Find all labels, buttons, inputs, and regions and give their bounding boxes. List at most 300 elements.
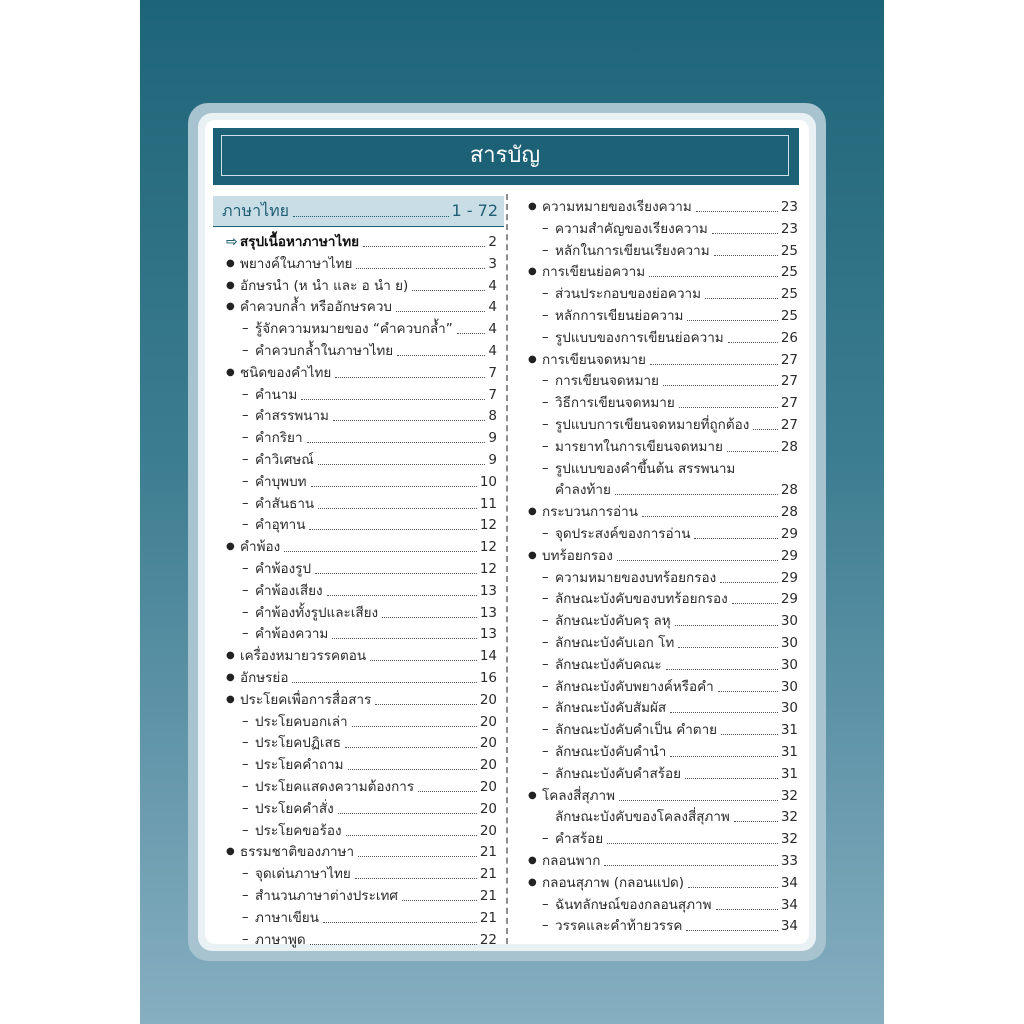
toc-entry[interactable]: [555, 243, 798, 259]
leader-dots: [649, 276, 778, 277]
toc-entry-page: 32: [780, 831, 798, 848]
toc-entry-page: 20: [479, 779, 497, 795]
bullet-icon: ●: [226, 541, 235, 553]
toc-entry[interactable]: [555, 308, 798, 324]
dash-icon: –: [242, 517, 249, 533]
toc-entry-page: 8: [488, 408, 497, 425]
toc-entry-label: พยางค์ในภาษาไทย: [240, 255, 353, 272]
leader-dots: [396, 311, 485, 312]
toc-entry-label: ลักษณะบังคับคณะ: [555, 656, 662, 673]
bullet-icon: ●: [226, 257, 235, 269]
toc-entry-label: อักษรย่อ: [240, 670, 289, 686]
toc-entry-label: คำพ้องรูป: [255, 561, 312, 577]
toc-entry-page: 4: [488, 321, 497, 338]
dash-icon: –: [542, 395, 549, 411]
toc-entry[interactable]: [555, 897, 798, 913]
toc-entry[interactable]: [255, 866, 497, 882]
toc-entry[interactable]: [255, 408, 497, 424]
leader-dots: [688, 887, 778, 888]
dash-icon: –: [542, 831, 549, 847]
toc-entry-label: การเขียนจดหมาย: [555, 373, 659, 390]
leader-dots: [721, 734, 778, 735]
leader-dots: [728, 342, 778, 343]
toc-entry-page: 3: [488, 255, 497, 272]
toc-entry[interactable]: [255, 605, 497, 621]
toc-entry-page: 27: [780, 417, 798, 433]
dash-icon: –: [242, 321, 249, 337]
bullet-icon: ●: [528, 789, 537, 801]
leader-dots: [732, 603, 778, 604]
toc-entry-label: ลักษณะบังคับของบทร้อยกรอง: [555, 591, 728, 608]
dash-icon: –: [242, 386, 249, 402]
toc-entry[interactable]: [255, 474, 497, 490]
toc-entry[interactable]: [555, 439, 798, 455]
toc-entry[interactable]: [240, 278, 497, 294]
toc-entry-page: 16: [479, 670, 497, 686]
toc-entry-page: 27: [780, 373, 798, 390]
toc-entry-label: ส่วนประกอบของย่อความ: [555, 286, 702, 303]
dash-icon: –: [542, 308, 549, 323]
leader-dots: [318, 464, 486, 465]
toc-entry-label: กลอนพาก: [542, 853, 601, 869]
toc-entry-label: มารยาทในการเขียนจดหมาย: [555, 438, 723, 455]
leader-dots: [307, 442, 486, 443]
leader-dots: [696, 211, 778, 212]
dash-icon: –: [542, 329, 549, 345]
toc-entry-label: ประโยคคำสั่ง: [255, 800, 334, 817]
toc-entry-label: คำวิเศษณ์: [255, 452, 314, 468]
dash-icon: –: [242, 343, 249, 358]
toc-entry[interactable]: [555, 809, 798, 825]
leader-dots: [619, 800, 778, 801]
toc-entry-continuation[interactable]: [555, 482, 798, 498]
toc-entry-label: คำพ้องความ: [255, 626, 329, 643]
toc-entry-page: 21: [479, 888, 497, 904]
dash-icon: –: [542, 918, 549, 934]
leader-dots: [687, 320, 777, 321]
dash-icon: –: [542, 896, 549, 912]
section-heading[interactable]: [222, 202, 498, 220]
bullet-icon: ●: [226, 650, 235, 662]
toc-entry[interactable]: [555, 635, 798, 651]
leader-dots: [694, 538, 777, 539]
leader-dots: [375, 704, 477, 705]
toc-entry-label: ธรรมชาติของภาษา: [240, 844, 355, 861]
toc-entry[interactable]: [555, 286, 798, 302]
bullet-icon: ●: [226, 693, 235, 705]
bullet-icon: ●: [528, 353, 537, 365]
toc-entry-label: ลักษณะบังคับสัมผัส: [555, 700, 667, 717]
toc-entry-label: กระบวนการอ่าน: [542, 504, 638, 521]
leader-dots: [327, 595, 477, 596]
leader-dots: [679, 407, 778, 408]
toc-entry-page: 13: [479, 626, 497, 643]
toc-entry-page: 21: [479, 844, 497, 861]
toc-entry-page: 31: [780, 722, 798, 739]
dash-icon: –: [542, 220, 549, 236]
toc-entry-page: 4: [488, 343, 497, 359]
toc-entry[interactable]: [555, 395, 798, 411]
toc-entry-page: 34: [780, 918, 798, 935]
leader-dots: [705, 298, 778, 299]
leader-dots: [338, 813, 477, 814]
leader-dots: [284, 551, 477, 552]
toc-entry[interactable]: [555, 373, 798, 389]
toc-entry[interactable]: [542, 352, 798, 368]
leader-dots: [753, 429, 777, 430]
dash-icon: –: [542, 722, 549, 738]
toc-entry[interactable]: [542, 548, 798, 564]
leader-dots: [311, 486, 477, 487]
dash-icon: –: [242, 757, 249, 773]
toc-entry-page: 13: [479, 582, 497, 599]
toc-entry[interactable]: [240, 670, 497, 686]
section-label: ภาษาไทย: [222, 201, 290, 220]
toc-entry-label: คำลงท้าย: [555, 482, 611, 499]
toc-entry[interactable]: [255, 888, 497, 904]
toc-entry-page: 34: [780, 896, 798, 913]
toc-entry-page: 20: [479, 735, 497, 752]
toc-entry[interactable]: [240, 539, 497, 555]
toc-entry[interactable]: [255, 714, 497, 730]
toc-entry[interactable]: [255, 430, 497, 446]
toc-entry-page: 20: [479, 691, 497, 708]
toc-entry-label: วิธีการเขียนจดหมาย: [555, 395, 675, 412]
toc-entry-page: 25: [780, 264, 798, 281]
toc-entry-page: 2: [488, 234, 497, 250]
leader-dots: [318, 508, 477, 509]
toc-entry-label: ลักษณะบังคับคำนำ: [555, 744, 667, 760]
toc-entry[interactable]: [255, 583, 497, 599]
toc-entry[interactable]: [255, 823, 497, 839]
toc-entry-label: คำพ้องเสียง: [255, 582, 323, 599]
dash-icon: –: [542, 613, 549, 629]
leader-dots: [670, 712, 778, 713]
dash-icon: –: [242, 800, 249, 816]
dash-icon: –: [242, 866, 249, 882]
title-box: [221, 135, 789, 176]
leader-dots: [727, 451, 778, 452]
toc-entry-label: ความหมายของเรียงความ: [542, 199, 692, 215]
page-title: สารบัญ: [469, 142, 541, 168]
toc-entry-label: ประโยคเพื่อการสื่อสาร: [240, 691, 372, 708]
toc-entry-page: 9: [488, 452, 497, 468]
leader-dots: [412, 290, 485, 291]
toc-entry-page: 4: [488, 299, 497, 316]
leader-dots: [714, 255, 778, 256]
toc-entry[interactable]: [240, 844, 497, 860]
dash-icon: –: [542, 765, 549, 781]
dash-icon: –: [542, 635, 549, 650]
toc-entry[interactable]: [255, 910, 497, 926]
dash-icon: –: [542, 678, 549, 694]
toc-entry-page: 34: [780, 874, 798, 891]
toc-entry[interactable]: [255, 387, 497, 403]
toc-entry-label: การเขียนจดหมาย: [542, 351, 646, 368]
dash-icon: –: [242, 931, 249, 947]
toc-entry-label: ลักษณะบังคับคำเป็น คำตาย: [555, 722, 718, 739]
toc-entry-label: ประโยคแสดงความต้องการ: [255, 779, 415, 795]
leader-dots: [675, 625, 778, 626]
toc-entry-page: 25: [780, 242, 798, 259]
toc-entry[interactable]: [255, 321, 497, 337]
bullet-icon: ●: [226, 366, 235, 378]
toc-entry[interactable]: [255, 561, 497, 577]
bullet-icon: ●: [528, 876, 537, 888]
toc-entry-page: 20: [479, 757, 497, 774]
dash-icon: –: [542, 286, 549, 302]
toc-entry[interactable]: [555, 417, 798, 433]
bullet-icon: ●: [528, 549, 537, 561]
toc-entry[interactable]: [555, 461, 798, 477]
toc-entry[interactable]: [240, 234, 497, 250]
dash-icon: –: [242, 452, 249, 467]
leader-dots: [397, 355, 485, 356]
toc-entry-page: 25: [780, 286, 798, 303]
dash-icon: –: [242, 822, 249, 838]
toc-entry[interactable]: [255, 626, 497, 642]
toc-entry-page: 32: [780, 787, 798, 804]
dash-icon: –: [242, 604, 249, 620]
toc-entry-label: หลักในการเขียนเรียงความ: [555, 242, 710, 259]
toc-entry[interactable]: [255, 757, 497, 773]
toc-entry-label: คำสรรพนาม: [255, 408, 329, 425]
toc-entry-page: 28: [780, 482, 798, 499]
toc-entry-page: 7: [488, 386, 497, 403]
leader-dots: [650, 364, 778, 365]
dash-icon: –: [242, 713, 249, 729]
dash-icon: –: [242, 735, 249, 751]
bullet-icon: ●: [226, 846, 235, 858]
leader-dots: [663, 385, 778, 386]
leader-dots: [686, 930, 777, 931]
toc-entry[interactable]: [240, 648, 497, 664]
toc-entry[interactable]: [555, 722, 798, 738]
toc-entry-page: 23: [780, 199, 798, 215]
toc-entry[interactable]: [240, 692, 497, 708]
toc-entry-page: 12: [479, 517, 497, 534]
leader-dots: [315, 573, 477, 574]
leader-dots: [292, 682, 476, 683]
leader-dots: [356, 268, 485, 269]
toc-entry-label: ความสำคัญของเรียงความ: [555, 220, 708, 237]
toc-entry[interactable]: [542, 788, 798, 804]
toc-entry-label: คำกริยา: [255, 430, 303, 447]
toc-entry-page: 26: [780, 329, 798, 346]
toc-entry-page: 20: [479, 800, 497, 817]
dash-icon: –: [542, 526, 549, 541]
toc-entry-label: ลักษณะบังคับของโคลงสี่สุภาพ: [555, 809, 730, 826]
leader-dots: [348, 769, 477, 770]
toc-entry-label: โคลงสี่สุภาพ: [542, 787, 616, 804]
toc-entry-page: 31: [780, 744, 798, 760]
toc-entry-label: ลักษณะบังคับเอก โท: [555, 635, 675, 651]
dash-icon: –: [242, 561, 249, 576]
toc-entry-label: คำสันธาน: [255, 495, 315, 512]
dash-icon: –: [242, 626, 249, 642]
toc-entry[interactable]: [555, 918, 798, 934]
dash-icon: –: [242, 495, 249, 511]
dash-icon: –: [542, 591, 549, 607]
toc-entry[interactable]: [555, 657, 798, 673]
toc-entry[interactable]: [240, 256, 497, 272]
toc-entry-label: อักษรนำ (ห นำ และ อ นำ ย): [240, 277, 409, 294]
toc-entry[interactable]: [555, 591, 798, 607]
toc-entry[interactable]: [555, 526, 798, 542]
leader-dots: [670, 756, 778, 757]
leader-dots: [418, 791, 477, 792]
leader-dots: [685, 778, 778, 779]
bullet-icon: ●: [528, 266, 537, 278]
toc-entry-page: 12: [479, 539, 497, 556]
dash-icon: –: [542, 744, 549, 759]
toc-entry[interactable]: [240, 365, 497, 381]
leader-dots: [358, 856, 477, 857]
dash-icon: –: [242, 888, 249, 903]
toc-entry-label: หลักการเขียนย่อความ: [555, 308, 684, 324]
toc-entry-page: 22: [479, 931, 497, 948]
toc-entry-page: 9: [488, 430, 497, 447]
toc-entry[interactable]: [255, 779, 497, 795]
toc-entry[interactable]: [555, 613, 798, 629]
toc-entry-page: 32: [780, 809, 798, 826]
toc-entry-label: วรรคและคำท้ายวรรค: [555, 918, 683, 935]
toc-entry-page: 30: [780, 700, 798, 717]
toc-entry[interactable]: [555, 831, 798, 847]
toc-entry[interactable]: [255, 932, 497, 948]
toc-entry[interactable]: [255, 343, 497, 359]
toc-entry-label: คำพ้อง: [240, 539, 281, 556]
toc-entry-page: 29: [780, 591, 798, 608]
dash-icon: –: [542, 700, 549, 716]
dash-icon: –: [542, 656, 549, 672]
dash-icon: –: [542, 569, 549, 585]
leader-dots: [615, 494, 778, 495]
toc-entry-label: เครื่องหมายวรรคตอน: [240, 648, 367, 665]
leader-dots: [363, 246, 485, 247]
leader-dots: [293, 216, 448, 217]
toc-entry[interactable]: [555, 679, 798, 695]
leader-dots: [352, 726, 477, 727]
toc-entry-page: 14: [479, 648, 497, 665]
toc-entry-label: บทร้อยกรอง: [542, 547, 613, 564]
leader-dots: [457, 333, 486, 334]
toc-entry[interactable]: [555, 766, 798, 782]
toc-entry-page: 21: [479, 866, 497, 883]
leader-dots: [310, 944, 477, 945]
toc-entry-page: 25: [780, 308, 798, 324]
toc-entry-label: รูปแบบของการเขียนย่อความ: [555, 329, 724, 346]
toc-entry-label: จุดเด่นภาษาไทย: [255, 866, 351, 883]
leader-dots: [333, 420, 485, 421]
toc-entry-label: ลักษณะบังคับคำสร้อย: [555, 765, 682, 782]
toc-entry[interactable]: [255, 801, 497, 817]
toc-entry-label: ประโยคปฏิเสธ: [255, 735, 341, 752]
toc-entry[interactable]: [542, 264, 798, 280]
toc-entry-page: 10: [479, 473, 497, 490]
toc-entry[interactable]: [255, 452, 497, 468]
bullet-icon: ●: [226, 672, 235, 683]
toc-entry[interactable]: [240, 299, 497, 315]
toc-entry-page: 21: [479, 909, 497, 926]
bullet-icon: ●: [226, 279, 235, 291]
leader-dots: [309, 529, 476, 530]
toc-entry-label: จุดประสงค์ของการอ่าน: [555, 526, 691, 542]
toc-entry[interactable]: [555, 570, 798, 586]
leader-dots: [335, 377, 485, 378]
toc-entry-page: 27: [780, 351, 798, 368]
toc-entry-label: รูปแบบการเขียนจดหมายที่ถูกต้อง: [555, 417, 750, 433]
toc-entry-label: คำอุทาน: [255, 517, 306, 534]
dash-icon: –: [542, 438, 549, 454]
toc-entry-label: สำนวนภาษาต่างประเทศ: [255, 888, 398, 904]
toc-entry-label: สรุปเนื้อหาภาษาไทย: [240, 234, 360, 250]
toc-entry-page: 30: [780, 635, 798, 651]
toc-entry-label: การเขียนย่อความ: [542, 264, 646, 281]
toc-entry[interactable]: [555, 221, 798, 237]
toc-entry-page: 20: [479, 822, 497, 839]
leader-dots: [617, 560, 778, 561]
leader-dots: [607, 843, 778, 844]
toc-entry-page: 13: [479, 604, 497, 621]
toc-entry-page: 27: [780, 395, 798, 412]
toc-entry-page: 33: [780, 853, 798, 869]
toc-entry[interactable]: [255, 517, 497, 533]
toc-entry[interactable]: [542, 853, 798, 869]
leader-dots: [323, 922, 477, 923]
dash-icon: –: [242, 582, 249, 598]
toc-entry-label: คำนาม: [255, 386, 298, 403]
toc-entry-page: 29: [780, 547, 798, 564]
leader-dots: [712, 233, 778, 234]
toc-entry-label: ประโยคบอกเล่า: [255, 713, 348, 730]
toc-entry-label: ชนิดของคำไทย: [240, 364, 332, 381]
toc-entry-page: 20: [479, 713, 497, 730]
toc-entry[interactable]: [542, 875, 798, 891]
bullet-icon: ●: [528, 506, 537, 518]
toc-entry-label: คำควบกล้ำ หรืออักษรควบ: [240, 299, 392, 316]
toc-entry[interactable]: [542, 199, 798, 215]
toc-entry[interactable]: [555, 744, 798, 760]
toc-entry[interactable]: [555, 700, 798, 716]
toc-entry-label: คำควบกล้ำในภาษาไทย: [255, 343, 394, 359]
leader-dots: [345, 747, 477, 748]
toc-entry-page: 28: [780, 504, 798, 521]
toc-entry[interactable]: [542, 504, 798, 520]
toc-entry[interactable]: [255, 496, 497, 512]
dash-icon: –: [542, 242, 549, 258]
dash-icon: –: [542, 417, 549, 432]
toc-entry-page: 23: [780, 220, 798, 237]
leader-dots: [355, 878, 477, 879]
dash-icon: –: [542, 460, 549, 476]
leader-dots: [716, 909, 778, 910]
toc-entry-page: 30: [780, 656, 798, 673]
toc-entry[interactable]: [555, 330, 798, 346]
leader-dots: [678, 647, 778, 648]
leader-dots: [382, 617, 477, 618]
toc-entry-label: ประโยคคำถาม: [255, 757, 344, 774]
toc-entry-page: 31: [780, 765, 798, 782]
bullet-icon: ●: [226, 301, 235, 313]
toc-entry-page: 29: [780, 569, 798, 586]
toc-entry-page: 7: [488, 364, 497, 381]
dash-icon: –: [242, 430, 249, 446]
dash-icon: –: [242, 909, 249, 925]
leader-dots: [370, 660, 477, 661]
toc-entry[interactable]: [255, 735, 497, 751]
dash-icon: –: [242, 473, 249, 489]
